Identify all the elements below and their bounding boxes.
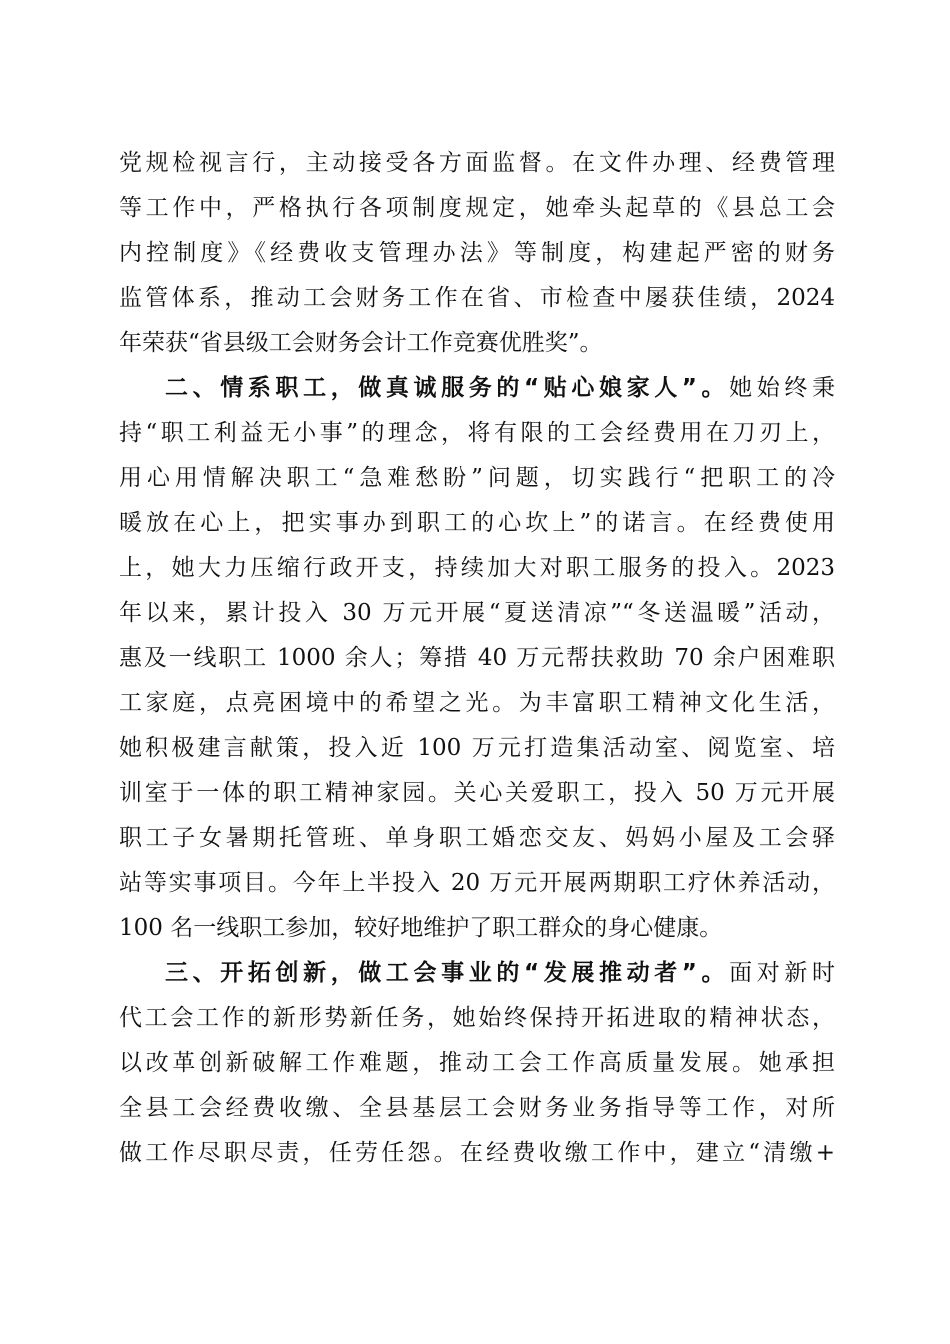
p1-line-1: 党规检视言行，主动接受各方面监督。在文件办理、经费管理 [119,150,835,176]
p1-line-4: 监管体系，推动工会财务工作在省、市检查中屡获佳绩，2024 [119,285,835,311]
section-2-heading: 二、情系职工，做真诚服务的“贴心娘家人”。 [165,375,730,401]
p2-line-1-rest: 她始终秉 [729,375,836,401]
p2-line-11: 职工子女暑期托管班、单身职工婚恋交友、妈妈小屋及工会驿 [119,825,835,851]
p2-line-4: 暖放在心上，把实事办到职工的心坎上”的诺言。在经费使用 [119,510,835,536]
p1-line-5: 年荣获“省县级工会财务会计工作竞赛优胜奖”。 [119,330,603,356]
p2-line-13: 100 名一线职工参加，较好地维护了职工群众的身心健康。 [119,915,723,941]
p3-line-5: 做工作尽职尽责，任劳任怨。在经费收缴工作中，建立“清缴+ [119,1140,835,1166]
p2-line-10: 训室于一体的职工精神家园。关心关爱职工，投入 50 万元开展 [119,780,835,806]
p2-line-6: 年以来，累计投入 30 万元开展“夏送清凉”“冬送温暖”活动， [119,600,835,626]
p3-line-4: 全县工会经费收缴、全县基层工会财务业务指导等工作，对所 [119,1095,835,1121]
p2-line-8: 工家庭，点亮困境中的希望之光。为丰富职工精神文化生活， [119,690,835,716]
document-page [119,141,835,1176]
p2-line-9: 她积极建言献策，投入近 100 万元打造集活动室、阅览室、培 [119,735,835,761]
p2-line-5: 上，她大力压缩行政开支，持续加大对职工服务的投入。2023 [119,555,835,581]
p3-line-1 [119,951,835,996]
p2-line-2: 持“职工利益无小事”的理念，将有限的工会经费用在刀刃上， [119,420,835,446]
p1-line-2: 等工作中，严格执行各项制度规定，她牵头起草的《县总工会 [119,195,835,221]
p3-line-3: 以改革创新破解工作难题，推动工会工作高质量发展。她承担 [119,1050,835,1076]
section-3-heading: 三、开拓创新，做工会事业的“发展推动者”。 [165,960,730,986]
p3-line-1-rest: 面对新时 [729,960,836,986]
p2-line-1 [119,366,835,411]
p3-line-2: 代工会工作的新形势新任务，她始终保持开拓进取的精神状态， [119,1005,835,1031]
p1-line-3: 内控制度》《经费收支管理办法》等制度，构建起严密的财务 [119,240,835,266]
p2-line-7: 惠及一线职工 1000 余人；筹措 40 万元帮扶救助 70 余户困难职 [119,645,835,671]
p2-line-12: 站等实事项目。今年上半投入 20 万元开展两期职工疗休养活动， [119,870,835,896]
p2-line-3: 用心用情解决职工“急难愁盼”问题，切实践行“把职工的冷 [119,465,835,491]
